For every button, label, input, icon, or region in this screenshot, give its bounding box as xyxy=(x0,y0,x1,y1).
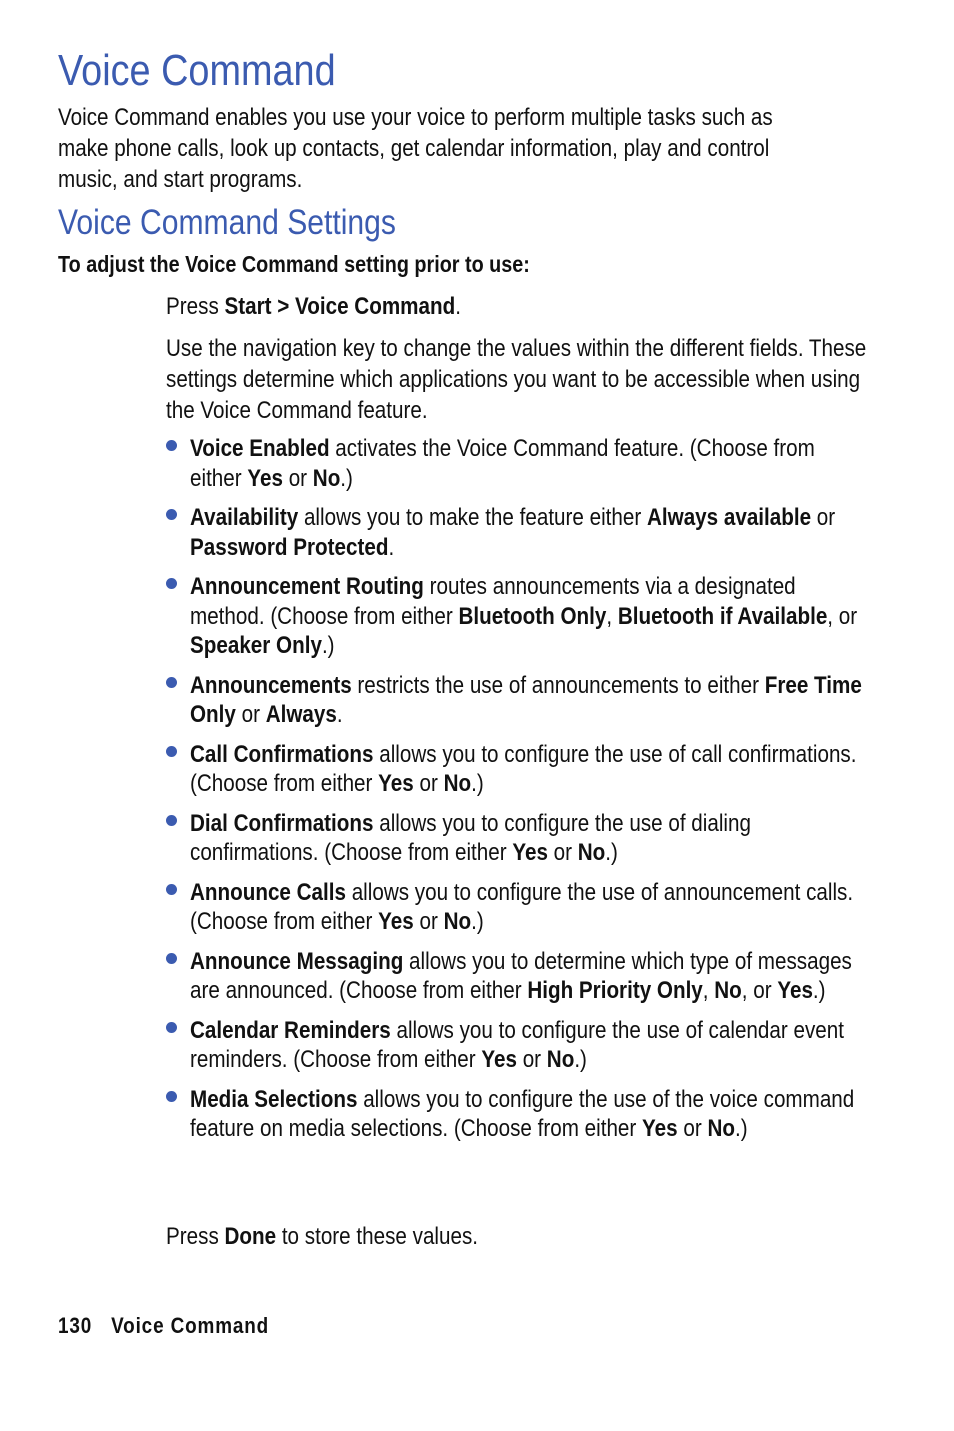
option-value: No xyxy=(443,908,472,935)
option-value: High Priority Only xyxy=(527,977,703,1004)
bullet-text xyxy=(190,671,869,730)
setting-name: Call Confirmations xyxy=(190,740,374,768)
option-value: Bluetooth if Available xyxy=(617,602,828,630)
bullet-description: or xyxy=(677,1115,708,1142)
option-value: Yes xyxy=(378,908,414,935)
list-item xyxy=(166,572,866,661)
list-item xyxy=(166,434,866,493)
list-item xyxy=(166,878,866,937)
final-done-label: Done xyxy=(224,1223,277,1250)
bullet-description: allows you to configure the use of the voice command feature on media selections. (Choose from either xyxy=(190,1085,855,1142)
bullet-dot-icon xyxy=(166,509,177,520)
setting-name: Announcement Routing xyxy=(190,573,424,600)
bullet-description: .) xyxy=(605,839,618,866)
bullet-text xyxy=(190,878,869,937)
final-suffix: to store these values. xyxy=(276,1223,479,1250)
bullet-dot-icon xyxy=(166,677,177,688)
option-value: No xyxy=(714,977,742,1004)
bullet-description: or xyxy=(547,839,578,866)
setting-name: Availability xyxy=(190,504,299,531)
setting-name: Calendar Reminders xyxy=(190,1016,391,1044)
option-value: Yes xyxy=(247,464,283,492)
bullet-description: .) xyxy=(321,632,335,659)
setting-name: Announce Messaging xyxy=(190,947,404,975)
bullet-description: allows you to make the feature either xyxy=(298,504,647,531)
step1-menu-path: Start > Voice Command xyxy=(224,293,456,320)
option-value: Yes xyxy=(512,839,548,866)
page-number: 130 xyxy=(58,1313,93,1338)
bullet-description: allows you to determine which type of messages are announced. (Choose from either xyxy=(190,947,852,1004)
bullet-description: or xyxy=(282,464,313,492)
list-item xyxy=(166,671,866,730)
option-value: Yes xyxy=(777,977,813,1004)
bullet-description: routes announcements via a designated method. (Choose from either xyxy=(190,573,796,630)
footer-section-title: Voice Command xyxy=(111,1313,270,1338)
bullet-text xyxy=(190,740,869,799)
bullet-dot-icon xyxy=(166,1022,177,1033)
bullet-dot-icon xyxy=(166,1091,177,1102)
setting-name: Media Selections xyxy=(190,1085,358,1113)
bullet-description: allows you to configure the use of calendar event reminders. (Choose from either xyxy=(190,1016,844,1073)
bullet-dot-icon xyxy=(166,815,177,826)
list-item xyxy=(166,740,866,799)
section-heading: Voice Command Settings xyxy=(58,203,396,242)
bullet-description: allows you to configure the use of announcement calls. (Choose from either xyxy=(190,878,854,935)
bullet-text xyxy=(190,947,869,1006)
bullet-text xyxy=(190,1085,869,1144)
bullet-description: . xyxy=(388,533,395,561)
step-navigation-instructions: Use the navigation key to change the values within the different fields. These settings determine which applications you want to be accessible when using the Voice Command feature. xyxy=(166,335,867,424)
list-item xyxy=(166,1085,866,1144)
bullet-description: .) xyxy=(471,770,484,797)
bullet-description: , or xyxy=(741,977,778,1004)
bullet-description: .) xyxy=(471,908,484,935)
list-item xyxy=(166,947,866,1006)
page-title: Voice Command xyxy=(58,46,336,95)
bullet-description: or xyxy=(235,701,266,728)
bullet-description: . xyxy=(336,701,343,728)
bullet-description: .) xyxy=(574,1046,587,1073)
list-item xyxy=(166,809,866,868)
bullet-dot-icon xyxy=(166,884,177,895)
bullet-text xyxy=(190,1016,869,1075)
bullet-dot-icon xyxy=(166,578,177,589)
option-value: No xyxy=(577,839,606,866)
option-value: No xyxy=(312,464,341,492)
option-value: Speaker Only xyxy=(190,632,322,659)
final-prefix: Press xyxy=(166,1223,225,1250)
setting-name: Voice Enabled xyxy=(190,435,330,462)
settings-bullet-list xyxy=(166,434,866,1154)
bullet-description: activates the Voice Command feature. (Choose from either xyxy=(190,435,815,492)
option-value: Yes xyxy=(378,770,414,797)
setting-name: Announce Calls xyxy=(190,878,346,906)
bullet-dot-icon xyxy=(166,746,177,757)
option-value: No xyxy=(443,770,472,797)
option-value: Bluetooth Only xyxy=(458,602,607,630)
bullet-dot-icon xyxy=(166,953,177,964)
bullet-description: or xyxy=(413,908,444,935)
step-press-start xyxy=(166,291,461,322)
option-value: No xyxy=(707,1115,735,1142)
option-value: Yes xyxy=(642,1115,678,1142)
bullet-description: .) xyxy=(340,464,353,492)
step1-suffix: . xyxy=(455,293,461,320)
bullet-text xyxy=(190,503,869,562)
step-press-done xyxy=(166,1221,478,1252)
page-footer xyxy=(58,1313,269,1339)
option-value: Yes xyxy=(481,1046,517,1073)
option-value: Always xyxy=(265,701,337,728)
option-value: Free Time Only xyxy=(190,671,862,728)
bullet-text xyxy=(190,809,869,868)
bullet-description: or xyxy=(516,1046,547,1073)
setting-name: Announcements xyxy=(190,671,352,699)
bullet-description: restricts the use of announcements to either xyxy=(351,671,765,699)
option-value: Always available xyxy=(646,504,812,531)
bullet-description: .) xyxy=(812,977,826,1004)
bullet-description: , xyxy=(702,977,715,1004)
bullet-description: allows you to configure the use of dialing confirmations. (Choose from either xyxy=(190,809,751,866)
bullet-text xyxy=(190,572,869,661)
bullet-dot-icon xyxy=(166,440,177,451)
option-value: Password Protected xyxy=(190,533,389,561)
bullet-description: allows you to configure the use of call confirmations. (Choose from either xyxy=(190,740,857,797)
bullet-description: , or xyxy=(827,602,858,630)
bullet-description: .) xyxy=(734,1115,748,1142)
option-value: No xyxy=(546,1046,575,1073)
list-item xyxy=(166,503,866,562)
procedure-heading: To adjust the Voice Command setting prior to use: xyxy=(58,251,530,277)
list-item xyxy=(166,1016,866,1075)
bullet-text xyxy=(190,434,869,493)
bullet-description: or xyxy=(811,504,836,531)
setting-name: Dial Confirmations xyxy=(190,809,374,837)
bullet-description: or xyxy=(413,770,444,797)
step1-prefix: Press xyxy=(166,293,225,320)
intro-paragraph: Voice Command enables you use your voice to perform multiple tasks such as make phone calls, look up contacts, get calendar information, play and control music, and start programs. xyxy=(58,104,773,193)
bullet-description: , xyxy=(606,602,618,630)
